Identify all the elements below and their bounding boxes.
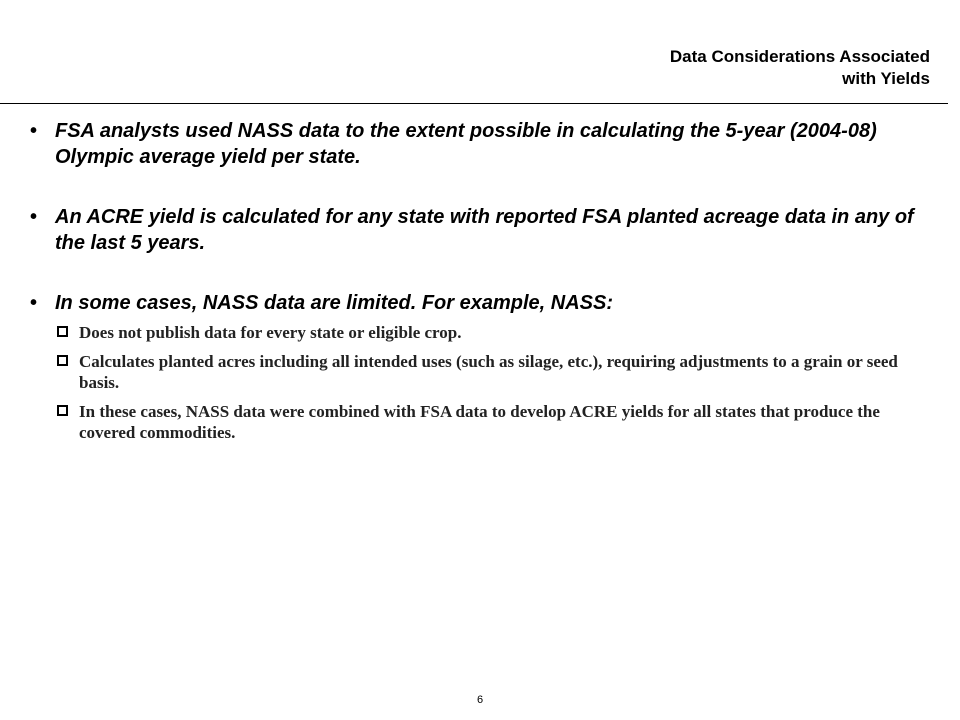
checkbox-bullet-icon [57,326,68,337]
sub-bullet-item [55,401,930,443]
sub-bullet-text: In these cases, NASS data were combined with FSA data to develop ACRE yields for all states that produce the covered commodities. [79,402,880,442]
bullet-text: FSA analysts used NASS data to the extent possible in calculating the 5-year (2004-08) Olympic average yield per state. [55,120,877,168]
sub-bullet-item [55,351,930,393]
page-number: 6 [476,694,484,706]
bullet-marker: • [30,206,38,228]
checkbox-bullet-icon [57,405,68,416]
sub-bullet-text: Does not publish data for every state or eligible crop. [79,323,462,342]
sub-bullet-list [55,322,930,443]
bullet-marker: • [30,292,38,314]
bullet-item [30,290,930,443]
bullet-marker: • [30,120,38,142]
checkbox-bullet-icon [57,355,68,366]
slide-title-line-1: Data Considerations Associated [669,47,930,66]
bullet-text: In some cases, NASS data are limited. For example, NASS: [55,292,613,314]
sub-bullet-text: Calculates planted acres including all intended uses (such as silage, etc.), requiring adjustments to a grain or seed basis. [79,352,898,392]
sub-bullet-item [55,322,930,343]
slide-title-line-2: with Yields [842,69,930,88]
slide-title [670,46,930,90]
header-divider [0,103,948,104]
bullet-item [30,118,930,170]
bullet-item [30,204,930,256]
bullet-list [30,118,930,451]
bullet-text: An ACRE yield is calculated for any state with reported FSA planted acreage data in any of the last 5 years. [55,206,914,254]
